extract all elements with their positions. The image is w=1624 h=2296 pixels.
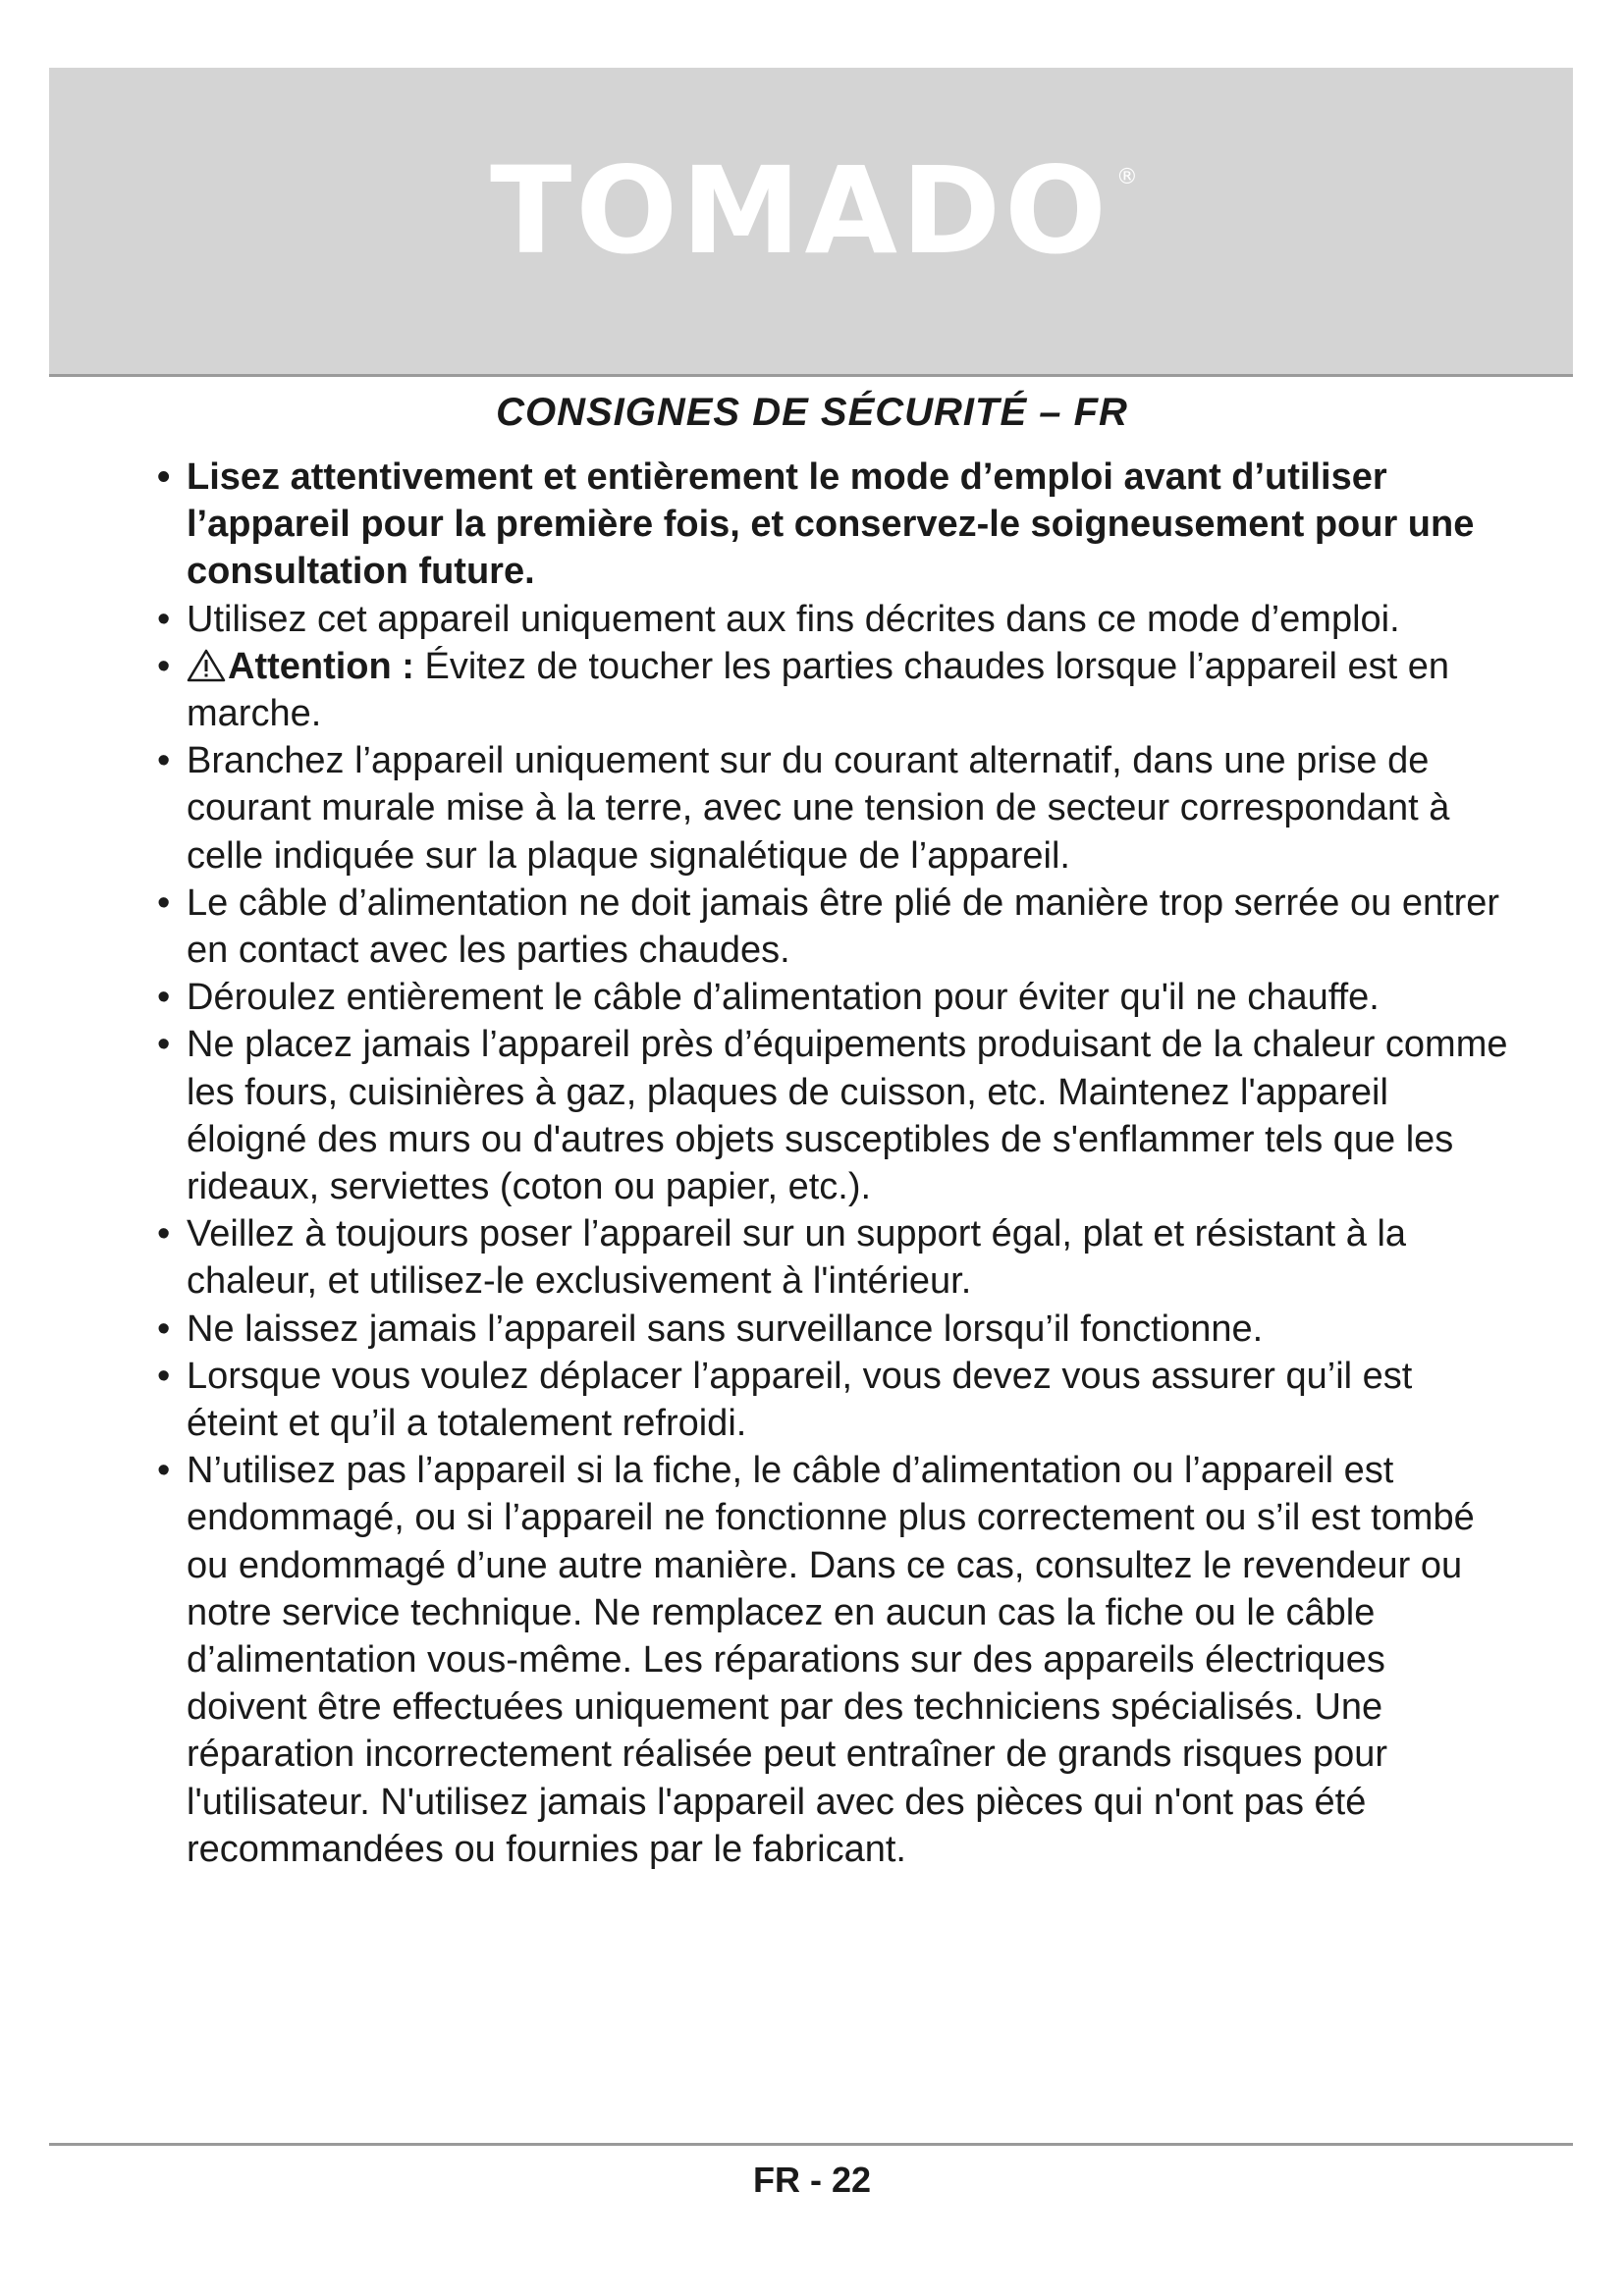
- list-item: [157, 1447, 1512, 1873]
- bullet: •: [157, 977, 171, 1019]
- list-item: [157, 454, 1512, 596]
- item-text: Branchez l’appareil uniquement sur du courant alternatif, dans une prise de courant murale mise à la terre, avec une tension de secteur correspondant à celle indiquée sur la plaque signalétique de l’appareil.: [187, 740, 1450, 877]
- item-text: Veillez à toujours poser l’appareil sur un support égal, plat et résistant à la chaleur, et utilisez-le exclusivement à l'intérieur.: [187, 1213, 1407, 1303]
- bullet: •: [157, 1024, 171, 1066]
- bullet: •: [157, 740, 171, 782]
- registered-mark: ®: [1115, 165, 1138, 189]
- item-text: N’utilisez pas l’appareil si la fiche, le câble d’alimentation ou l’appareil est endommagé, ou si l’appareil ne fonctionne plus correctement ou s’il est tombé ou endommagé d’une autre manière. Dans ce cas, consultez le revendeur ou notre service technique. Ne remplacez en aucun cas la fiche ou le câble d’alimentation vous-même. Les réparations sur des appareils électriques doivent être effectuées uniquement par des techniciens spécialisés. Une réparation incorrectement réalisée peut entraîner de grands risques pour l'utilisateur. N'utilisez jamais l'appareil avec des pièces qui n'ont pas été recommandées ou fournies par le fabricant.: [187, 1450, 1475, 1870]
- list-item: [157, 1210, 1512, 1305]
- list-item: [157, 1353, 1512, 1447]
- brand-logo: [49, 141, 1573, 281]
- bullet: •: [157, 1213, 171, 1255]
- item-text: Utilisez cet appareil uniquement aux fins décrites dans ce mode d’emploi.: [187, 598, 1400, 640]
- item-text: Le câble d’alimentation ne doit jamais être plié de manière trop serrée ou entrer en contact avec les parties chaudes.: [187, 881, 1500, 972]
- header-band: [49, 68, 1573, 377]
- item-text: Ne placez jamais l’appareil près d’équipements produisant de la chaleur comme les fours, cuisinières à gaz, plaques de cuisson, etc. Maintenez l'appareil éloigné des murs ou d'autres objets susceptibles de s'enflammer tels que les rideaux, serviettes (coton ou papier, etc.).: [187, 1024, 1508, 1208]
- bullet: •: [157, 645, 171, 687]
- list-item: [157, 737, 1512, 880]
- item-text: Lorsque vous voulez déplacer l’appareil, vous devez vous assurer qu’il est éteint et qu’il a totalement refroidi.: [187, 1355, 1413, 1445]
- bullet: •: [157, 1355, 171, 1397]
- item-text: Évitez de toucher les parties chaudes lorsque l’appareil est en marche.: [187, 645, 1450, 735]
- bullet: •: [157, 1308, 171, 1350]
- item-text: Lisez attentivement et entièrement le mode d’emploi avant d’utiliser l’appareil pour la première fois, et conservez-le soigneusement pour une consultation future.: [187, 456, 1475, 593]
- list-item: [157, 880, 1512, 974]
- bullet: •: [157, 456, 171, 498]
- warning-triangle-icon: [187, 649, 226, 682]
- bullet: •: [157, 1450, 171, 1492]
- list-item: [157, 1021, 1512, 1210]
- bullet: •: [157, 598, 171, 640]
- bullet: •: [157, 881, 171, 924]
- list-item: [157, 643, 1512, 737]
- warning-label: Attention :: [228, 645, 414, 687]
- page-number: FR - 22: [752, 2160, 872, 2200]
- item-text: Déroulez entièrement le câble d’alimentation pour éviter qu'il ne chauffe.: [187, 977, 1380, 1019]
- list-item: [157, 974, 1512, 1021]
- list-item: [157, 1306, 1512, 1353]
- safety-list: [157, 454, 1512, 1873]
- footer-divider: [49, 2143, 1573, 2146]
- brand-name: TOMADO: [490, 141, 1110, 281]
- list-item: [157, 596, 1512, 643]
- page-title: CONSIGNES DE SÉCURITÉ – FR: [496, 391, 1128, 434]
- item-text: Ne laissez jamais l’appareil sans surveillance lorsqu’il fonctionne.: [187, 1308, 1264, 1350]
